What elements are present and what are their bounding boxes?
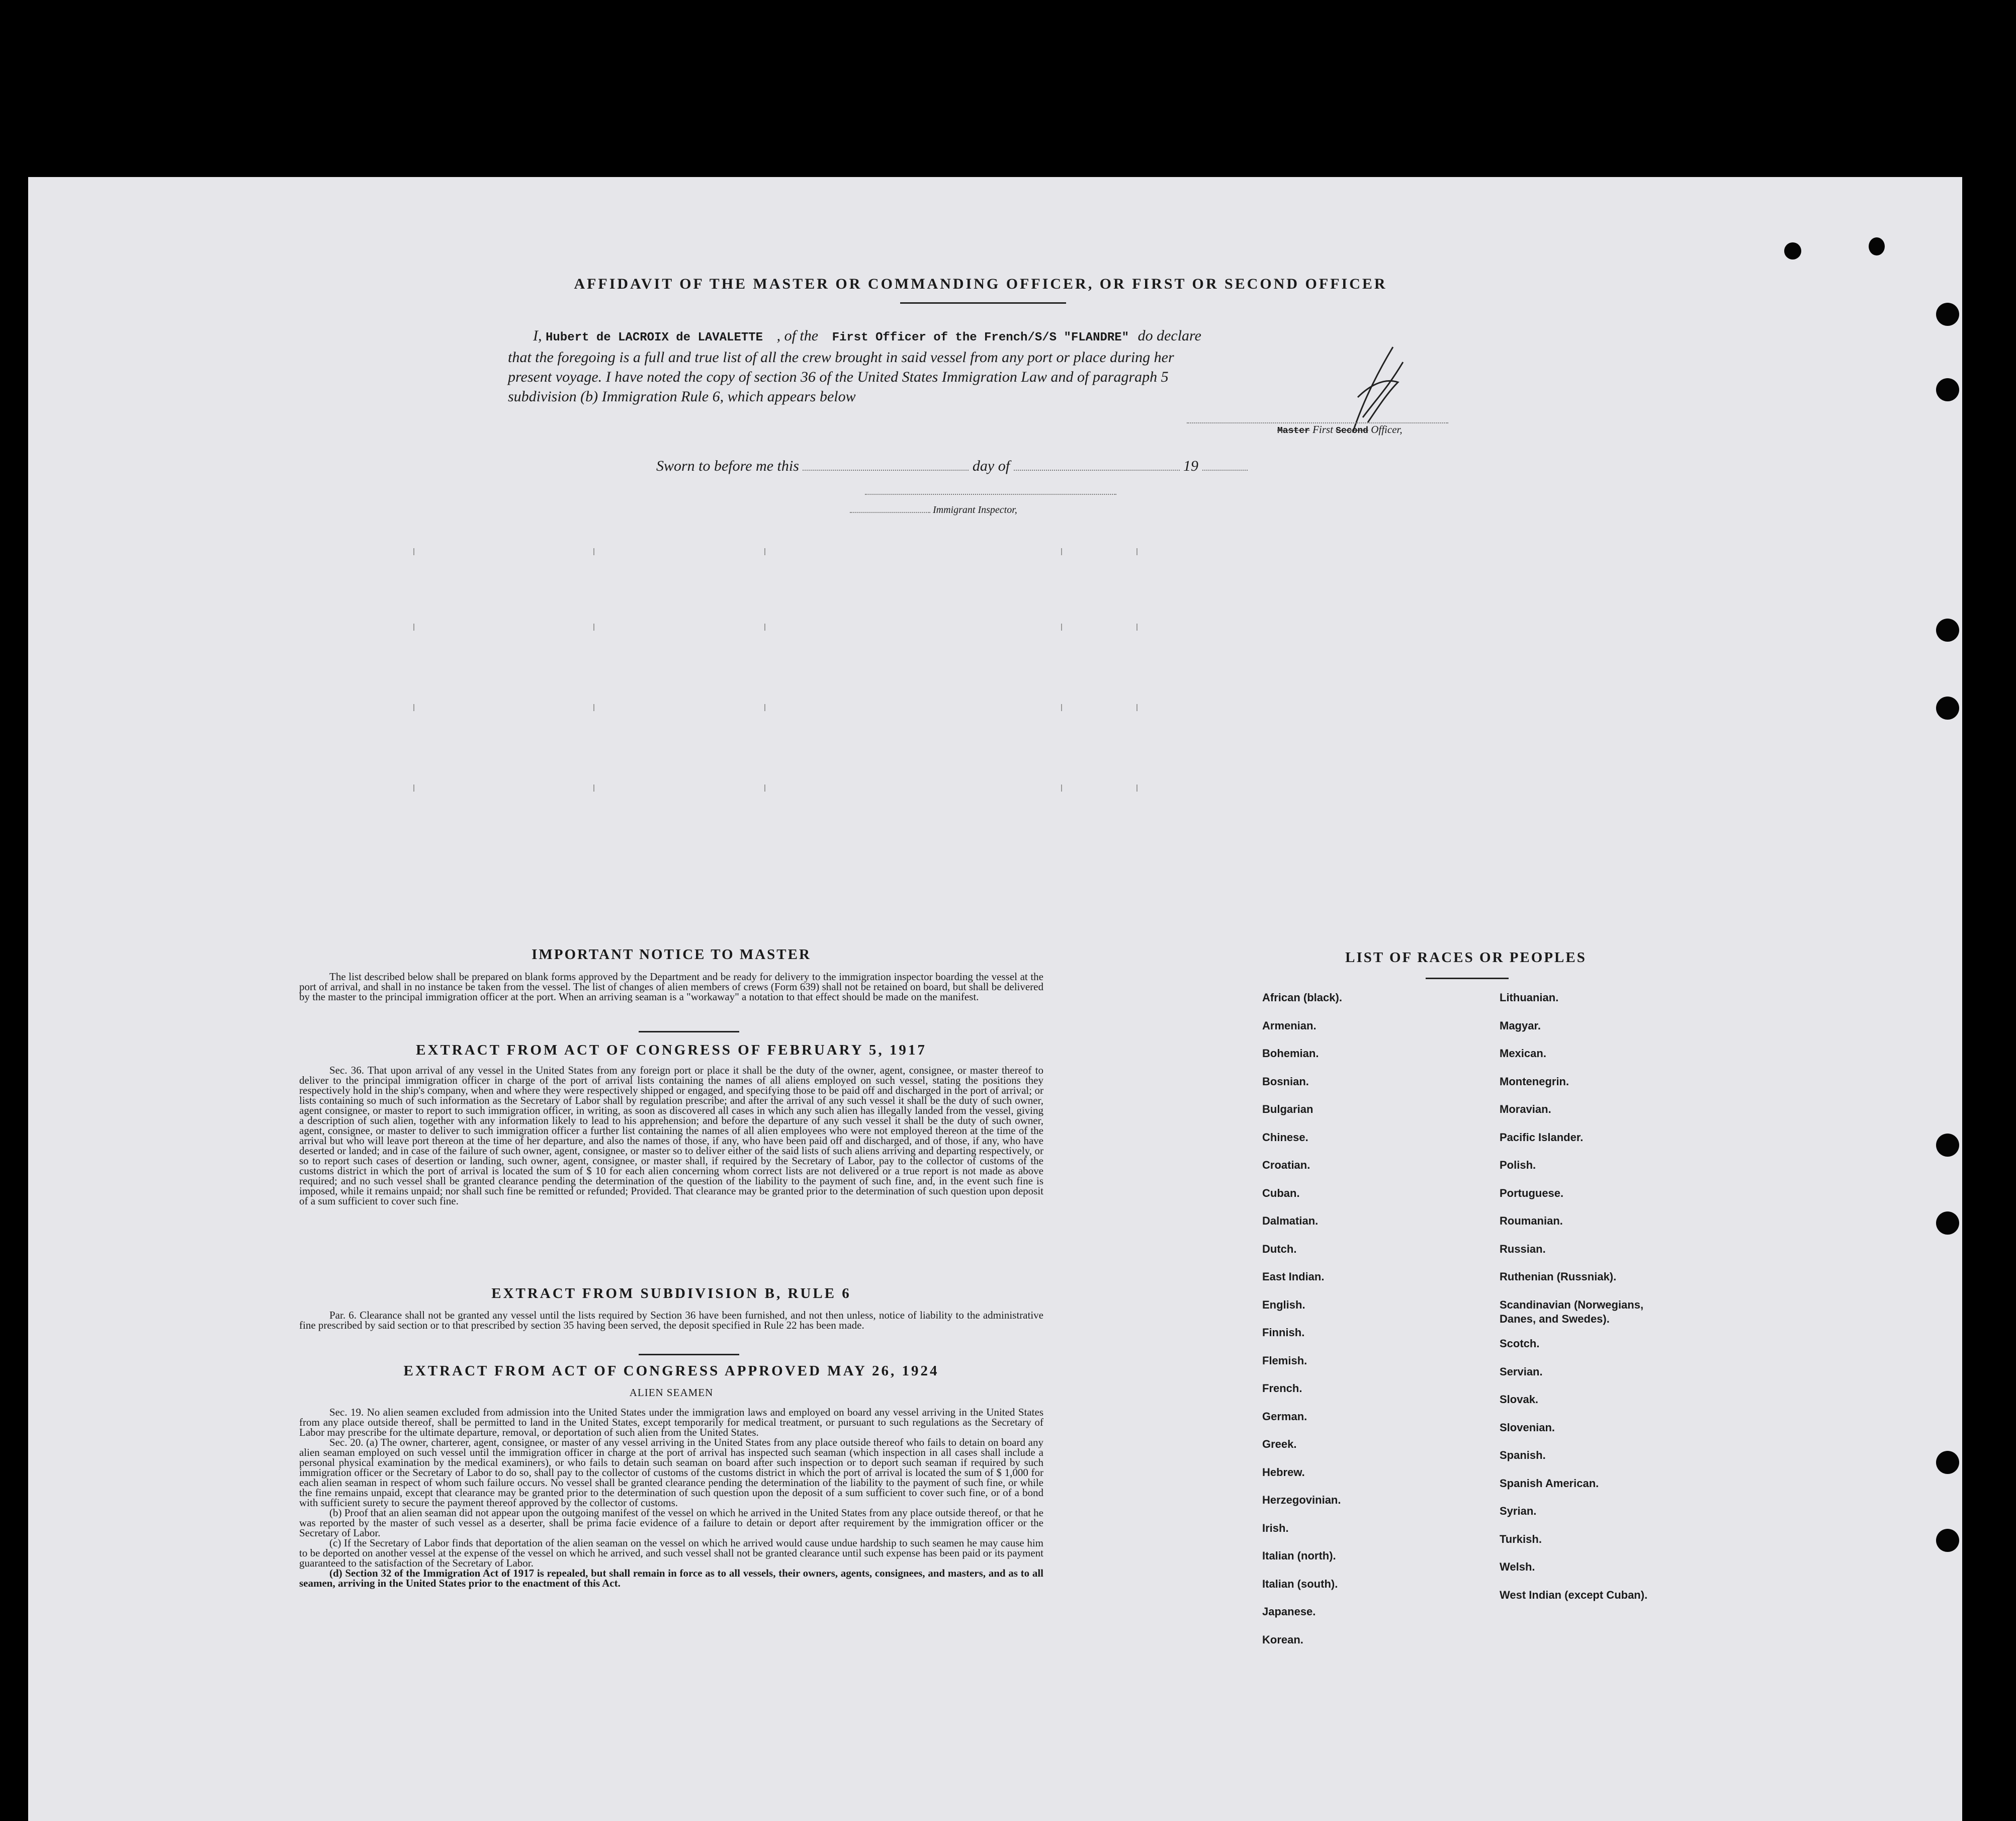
race-item: Korean. [1262, 1633, 1303, 1646]
sworn-day: day of [972, 458, 1010, 474]
extract-1924-sec20a: Sec. 20. (a) The owner, charterer, agent, consignee, or master of any vessel arriving in the United States from any place outside thereof who fails to detain on board any alien seaman employed on such vessel until the immigration officer in charge at the port of arrival has inspected such seaman (which inspection in all cases shall include a personal physical examination by the medical examiners), or who fails to detain such seaman on board after such inspection or to deport such seaman if required by such immigration officer or the Secretary of Labor to do so, shall pay to the collector of customs of the customs district in which the port of arrival is located the sum of $ 1,000 for each alien seaman in respect of whom such failure occurs. No vessel shall be granted clearance pending the determination of the liability to the payment of such fine, or while the fine remains unpaid, except that clearance may be granted prior to the determination of such question upon the deposit of a sum sufficient to cover such fine, or of a bond with sufficient surety to secure the payment thereof approved by the collector of customs. [299, 1436, 1043, 1509]
race-item: Roumanian. [1500, 1215, 1563, 1227]
race-item: Spanish American. [1500, 1477, 1599, 1490]
race-item: Japanese. [1262, 1605, 1316, 1618]
faint-tick [413, 785, 414, 792]
rule6-rule [639, 1354, 739, 1355]
notice-body: The list described below shall be prepared on blank forms approved by the Department and be ready for delivery to the immigration inspector boarding the vessel at the port of arrival, and shall in no instance be taken from the vessel. The list of changes of alien members of crews (Form 639) shall not be retained on board, but shall be delivered by the master to the principal immigration officer at the port. When an arriving seaman is a "workaway" a notation to that effect should be made on the manifest. [299, 971, 1043, 1003]
inspector-signature-line [865, 494, 1116, 495]
races-title: LIST OF RACES OR PEOPLES [1345, 949, 1587, 966]
affidavit-title: AFFIDAVIT OF THE MASTER OR COMMANDING OFFICER, OR FIRST OR SECOND OFFICER [574, 276, 1387, 292]
extract-1917-body: Sec. 36. That upon arrival of any vessel in the United States from any foreign port or place it shall be the duty of the owner, agent, consignee, or master thereof to deliver to the principal immigration officer in charge of the port of arrival lists containing the names of all aliens employed on such vessel, stating the positions they respectively hold in the ship's company, when and where they were respectively shipped or engaged, and specifying those to be paid off and discharged in the port of arrival; or lists containing so much of such information as the Secretary of Labor shall by regulation prescribe; and after the arrival of any such vessel it shall be the duty of such owner, agent consignee, or master to report to such immigration officer, in writing, as soon as discovered all cases in which any such alien has illegally landed from the vessel, giving a description of such alien, together with any information likely to lead to his apprehension; and before the departure of any such vessel it shall be the duty of such owner, agent, consignee, or master to deliver to such immigration officer a further list containing the names of all alien employees who were not employed thereon at the time of the arrival but who will leave port thereon at the time of her departure, and also the names of those, if any, who have been paid off and discharged, and of those, if any, who have deserted or landed; and in case of the failure of such owner, agent, consignee, or master so to deliver either of the said lists of such aliens arriving and departing respectively, or so to report such cases of desertion or landing, such owner, agent, consignee, or master shall, if required by the Secretary of Labor, pay to the collector of customs of the customs district in which the port of arrival is located the sum of $ 10 for each alien concerning whom correct lists are not delivered or a true report is not made as above required; and no such vessel shall be granted clearance pending the determination of the question of the liability to the payment of such fine, and, in the event such fine is imposed, while it remains unpaid; nor shall such fine be remitted or refunded; Provided. That clearance may be granted prior to the determination of such question upon deposit of a sum sufficient to cover such fine. [299, 1064, 1043, 1207]
race-item: Magyar. [1500, 1019, 1541, 1032]
race-item: Slovenian. [1500, 1421, 1555, 1434]
struck-second: Second [1336, 426, 1368, 436]
faint-tick [1136, 624, 1137, 631]
race-item: Greek. [1262, 1438, 1297, 1450]
faint-tick [1061, 704, 1062, 711]
race-item: Bosnian. [1262, 1075, 1309, 1088]
sworn-year-blank [1202, 470, 1248, 471]
race-item: Moravian. [1500, 1103, 1551, 1115]
punch-hole [1784, 242, 1801, 259]
race-item: Servian. [1500, 1365, 1543, 1378]
faint-tick [1061, 624, 1062, 631]
race-item: Portuguese. [1500, 1187, 1564, 1199]
extract-1924-sec20d: (d) Section 32 of the Immigration Act of 1917 is repealed, but shall remain in force as to all vessels, their owners, agents, consignees, and masters, and as to all seamen, arriving in the United States prior to the enactment of this Act. [299, 1567, 1043, 1589]
punch-hole [1936, 1211, 1959, 1235]
sworn-month-blank [1014, 470, 1180, 471]
punch-hole [1936, 1529, 1959, 1552]
race-item: Hebrew. [1262, 1466, 1305, 1479]
race-item: African (black). [1262, 991, 1342, 1004]
faint-tick [593, 624, 594, 631]
faint-tick [413, 548, 414, 555]
race-item: West Indian (except Cuban). [1500, 1589, 1648, 1601]
race-item: German. [1262, 1410, 1307, 1423]
affidavit-line-3: present voyage. I have noted the copy of section 36 of the United States Immigration Law and of paragraph 5 [508, 369, 1169, 385]
race-item: Lithuanian. [1500, 991, 1559, 1004]
officer-position: First Officer of the French/S/S "FLANDRE" [832, 331, 1129, 344]
race-item: Finnish. [1262, 1326, 1305, 1339]
struck-master: Master [1277, 426, 1310, 436]
extract-rule6-body: Par. 6. Clearance shall not be granted any vessel until the lists required by Section 36 have been furnished, and not then unless, notice of liability to the administrative fine prescribed by said section or to that prescribed by section 35 having been served, the deposit specified in Rule 22 has been made. [299, 1309, 1043, 1331]
extract-1924-body [299, 1407, 1043, 1588]
race-item: Cuban. [1262, 1187, 1300, 1199]
race-item: Croatian. [1262, 1159, 1310, 1171]
notice-title: IMPORTANT NOTICE TO MASTER [532, 946, 811, 963]
faint-tick [593, 704, 594, 711]
race-item: Slovak. [1500, 1393, 1539, 1406]
extract-1917-title: EXTRACT FROM ACT OF CONGRESS OF FEBRUARY 5, 1917 [416, 1042, 927, 1058]
races-column-1 [1262, 991, 1473, 1646]
race-item: Armenian. [1262, 1019, 1317, 1032]
extract-1924-sec20b: (b) Proof that an alien seaman did not appear upon the outgoing manifest of the vessel on which he arrived in the United States from any place outside thereof, or that he was reported by the master of such vessel as a deserter, shall be prima facie evidence of a failure to detain or deport after requirement by the immigration officer or the Secretary of Labor. [299, 1507, 1043, 1539]
race-item: Polish. [1500, 1159, 1536, 1171]
race-item: Flemish. [1262, 1354, 1307, 1367]
inspector-text: Immigrant Inspector, [933, 504, 1017, 515]
faint-tick [593, 785, 594, 792]
officer-first: First [1312, 423, 1333, 436]
affidavit-line-2: that the foregoing is a full and true list of all the crew brought in said vessel from any port or place during her [508, 349, 1174, 366]
punch-hole [1936, 303, 1959, 326]
affidavit-of-the: , of the [776, 327, 819, 344]
race-item: Italian (north). [1262, 1549, 1336, 1562]
race-item: Pacific Islander. [1500, 1131, 1584, 1144]
punch-hole [1936, 378, 1959, 401]
race-item: English. [1262, 1298, 1305, 1311]
extract-1924-sec19: Sec. 19. No alien seamen excluded from admission into the United States under the immigration laws and employed on board any vessel arriving in the United States from any place outside thereof, shall be permitted to land in the United States, except temporarily for medical treatment, or pursuant to such regulations as the Secretary of Labor may prescribe for the ultimate departure, removal, or deportation of such alien from the United States. [299, 1406, 1043, 1438]
race-item: Chinese. [1262, 1131, 1308, 1144]
race-item: Ruthenian (Russniak). [1500, 1270, 1617, 1283]
race-item: Spanish. [1500, 1449, 1546, 1461]
races-column-2 [1500, 991, 1711, 1639]
faint-tick [1061, 548, 1062, 555]
officer-name: Hubert de LACROIX de LAVALETTE [546, 331, 763, 344]
race-item: Scotch. [1500, 1337, 1540, 1350]
faint-tick [1061, 785, 1062, 792]
affidavit-line-4: subdivision (b) Immigration Rule 6, which appears below [508, 388, 856, 405]
race-item: French. [1262, 1382, 1302, 1395]
officer-title-line [1277, 423, 1403, 436]
faint-tick [764, 785, 765, 792]
race-item: Scandinavian (Norwegians, Danes, and Swedes). [1500, 1298, 1644, 1325]
sworn-day-blank [803, 470, 969, 471]
punch-hole [1936, 1451, 1959, 1474]
extract-rule6-title: EXTRACT FROM SUBDIVISION B, RULE 6 [491, 1285, 851, 1302]
race-item: East Indian. [1262, 1270, 1325, 1283]
affidavit-do-declare: do declare [1137, 327, 1201, 344]
faint-tick [764, 704, 765, 711]
race-item: Dutch. [1262, 1243, 1297, 1255]
faint-tick [1136, 548, 1137, 555]
inspector-label [850, 504, 1017, 516]
race-item: Irish. [1262, 1522, 1289, 1534]
faint-tick [764, 624, 765, 631]
affidavit-declaration [508, 326, 1461, 406]
race-item: Bulgarian [1262, 1103, 1313, 1115]
extract-1924-subtitle: ALIEN SEAMEN [629, 1386, 714, 1399]
race-item: Turkish. [1500, 1533, 1542, 1545]
race-item: Syrian. [1500, 1505, 1537, 1517]
inspector-blank [850, 512, 930, 513]
punch-hole [1936, 697, 1959, 720]
sworn-prefix: Sworn to before me this [656, 458, 799, 474]
extract-1924-sec20c: (c) If the Secretary of Labor finds that deportation of the alien seaman on the vessel on which he arrived would cause undue hardship to such seamen he may cause him to be deported on another vessel at the expense of the vessel on which he arrived, and such vessel shall not be granted clearance until such expense has been paid or its payment guaranteed to the satisfaction of the Secretary of Labor. [299, 1537, 1043, 1569]
notice-rule [639, 1031, 739, 1032]
punch-hole [1869, 237, 1885, 255]
faint-tick [1136, 704, 1137, 711]
race-item: Mexican. [1500, 1047, 1546, 1060]
punch-hole [1936, 1134, 1959, 1157]
affidavit-title-rule [900, 302, 1066, 304]
faint-tick [764, 548, 765, 555]
faint-tick [593, 548, 594, 555]
race-item: Italian (south). [1262, 1578, 1338, 1590]
race-item: Montenegrin. [1500, 1075, 1569, 1088]
punch-hole [1936, 619, 1959, 642]
faint-tick [1136, 785, 1137, 792]
sworn-year: 19 [1183, 458, 1199, 474]
sworn-line [656, 458, 1248, 475]
race-item: Russian. [1500, 1243, 1546, 1255]
race-item: Herzegovinian. [1262, 1494, 1341, 1506]
race-item: Dalmatian. [1262, 1215, 1319, 1227]
extract-1924-title: EXTRACT FROM ACT OF CONGRESS APPROVED MAY 26, 1924 [403, 1363, 939, 1379]
races-title-rule [1426, 978, 1509, 979]
affidavit-i: I, [533, 327, 542, 344]
faint-tick [413, 704, 414, 711]
race-item: Welsh. [1500, 1560, 1535, 1573]
officer-suffix: Officer, [1371, 423, 1403, 436]
race-item: Bohemian. [1262, 1047, 1319, 1060]
faint-tick [413, 624, 414, 631]
